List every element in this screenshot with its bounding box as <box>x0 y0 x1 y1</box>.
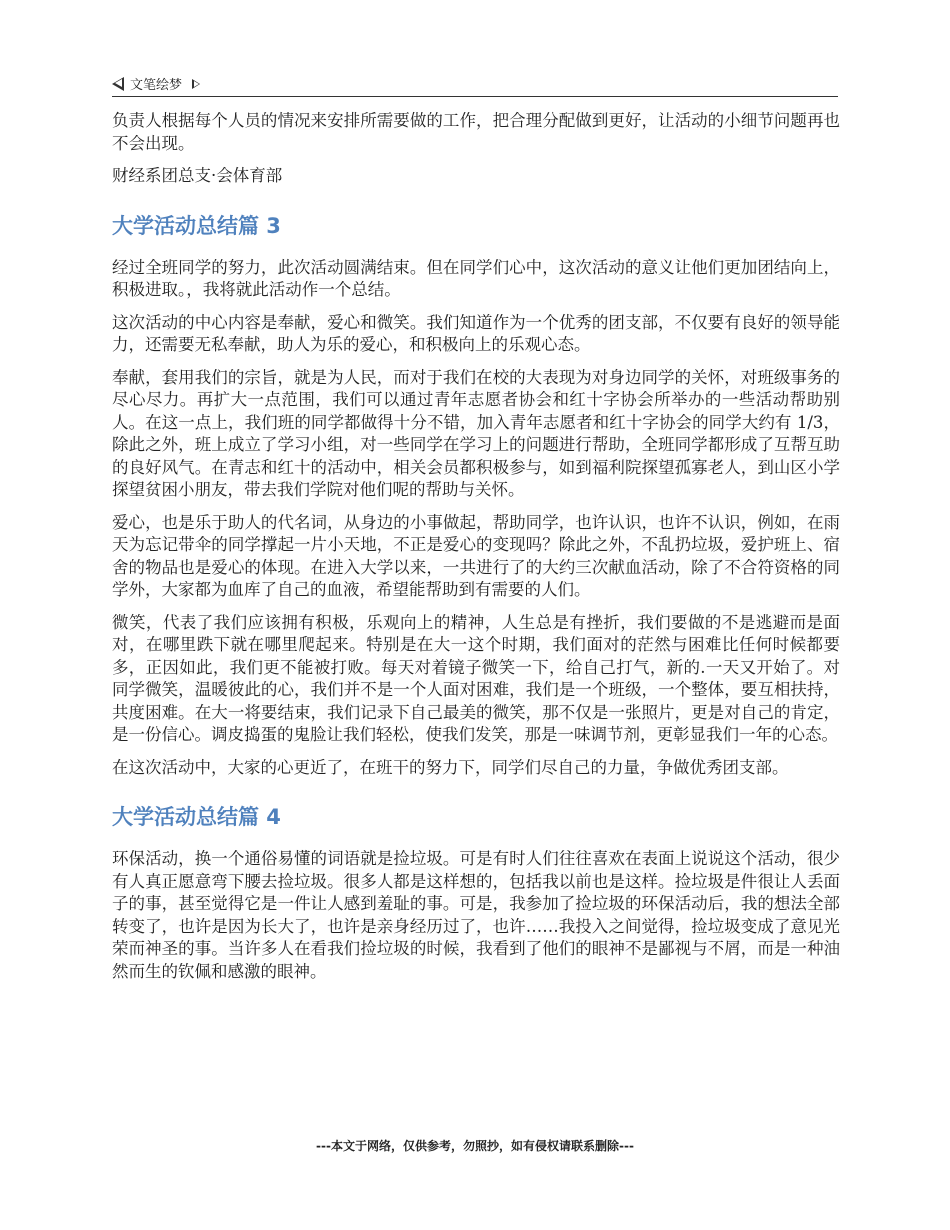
paragraph: 经过全班同学的努力，此次活动圆满结束。但在同学们心中，这次活动的意义让他们更加团结向上，积极进取。，我将就此活动作一个总结。 <box>112 257 840 299</box>
paragraph: 这次活动的中心内容是奉献，爱心和微笑。我们知道作为一个优秀的团支部，不仅要有良好的领导能力，还需要无私奉献，助人为乐的爱心，和积极向上的乐观心态。 <box>112 312 840 354</box>
paragraph: 负责人根据每个人员的情况来安排所需要做的工作，把合理分配做到更好，让活动的小细节问题再也不会出现。 <box>112 111 840 153</box>
paragraph: 微笑，代表了我们应该拥有积极，乐观向上的精神，人生总是有挫折，我们要做的不是逃避而是面对，在哪里跌下就在哪里爬起来。特别是在大一这个时期，我们面对的茫然与困难比任何时候都要多，正因如此，我们更不能被打败。每天对着镜子微笑一下，给自己打气，新的.一天又开始了。对同学微笑，温暖彼此的心，我们并不是一个人面对困难，我们是一个班级，一个整体，要互相扶持，共度困难。在大一将要结束，我们记录下自己最美的微笑，那不仅是一张照片，更是对自己的肯定，是一份信心。调皮捣蛋的鬼脸让我们轻松，使我们发笑，那是一味调节剂，更彰显我们一年的心态。 <box>112 612 840 744</box>
page-header <box>112 72 838 97</box>
document-body <box>112 110 840 993</box>
paragraph: 爱心，也是乐于助人的代名词，从身边的小事做起，帮助同学，也许认识，也许不认识，例如，在雨天为忘记带伞的同学撑起一片小天地，不正是爱心的变现吗？除此之外，不乱扔垃圾，爱护班上、宿舍的物品也是爱心的体现。在进入大学以来，一共进行了的大约三次献血活动，除了不合符资格的同学外，大家都为血库了自己的血液，希望能帮助到有需要的人们。 <box>112 512 840 599</box>
paragraph: 环保活动，换一个通俗易懂的词语就是捡垃圾。可是有时人们往往喜欢在表面上说说这个活动，很少有人真正愿意弯下腰去捡垃圾。很多人都是这样想的，包括我以前也是这样。捡垃圾是件很让人丢面子的事，甚至觉得它是一件让人感到羞耻的事。可是，我参加了捡垃圾的环保活动后，我的想法全部转变了，也许是因为长大了，也许是亲身经历过了，也许……我投入之间觉得，捡垃圾变成了意见光荣而神圣的事。当许多人在看我们捡垃圾的时候，我看到了他们的眼神不是鄙视与不屑，而是一种油然而生的钦佩和感激的眼神。 <box>112 849 840 981</box>
page-footer: ---本文于网络，仅供参考，勿照抄，如有侵权请联系删除--- <box>316 1139 634 1153</box>
paragraph: 在这次活动中，大家的心更近了，在班干的努力下，同学们尽自己的力量，争做优秀团支部。 <box>112 757 789 777</box>
paragraph: 奉献，套用我们的宗旨，就是为人民，而对于我们在校的大表现为对身边同学的关怀，对班级事务的尽心尽力。再扩大一点范围，我们可以通过青年志愿者协会和红十字协会所举办的一些活动帮助别人。在这一点上，我们班的同学都做得十分不错，加入青年志愿者和红十字协会的同学大约有 1/3，除此之外，班上成立了学习小组，对一些同学在学习上的问题进行帮助，全班同学都形成了互帮互助的良好风气。在青志和红十的活动中，相关会员都积极参与，如到福利院探望孤寡老人，到山区小学探望贫困小朋友，带去我们学院对他们呢的帮助与关怀。 <box>112 367 840 499</box>
header-brand-text: 文笔绘梦 <box>130 78 183 93</box>
header-brand <box>112 74 200 93</box>
triangle-left-icon <box>112 77 124 91</box>
section-heading: 大学活动总结篇 4 <box>112 805 281 829</box>
triangle-right-icon <box>192 79 200 89</box>
signature-line: 财经系团总支·会体育部 <box>112 166 283 185</box>
section-heading: 大学活动总结篇 3 <box>112 213 281 238</box>
